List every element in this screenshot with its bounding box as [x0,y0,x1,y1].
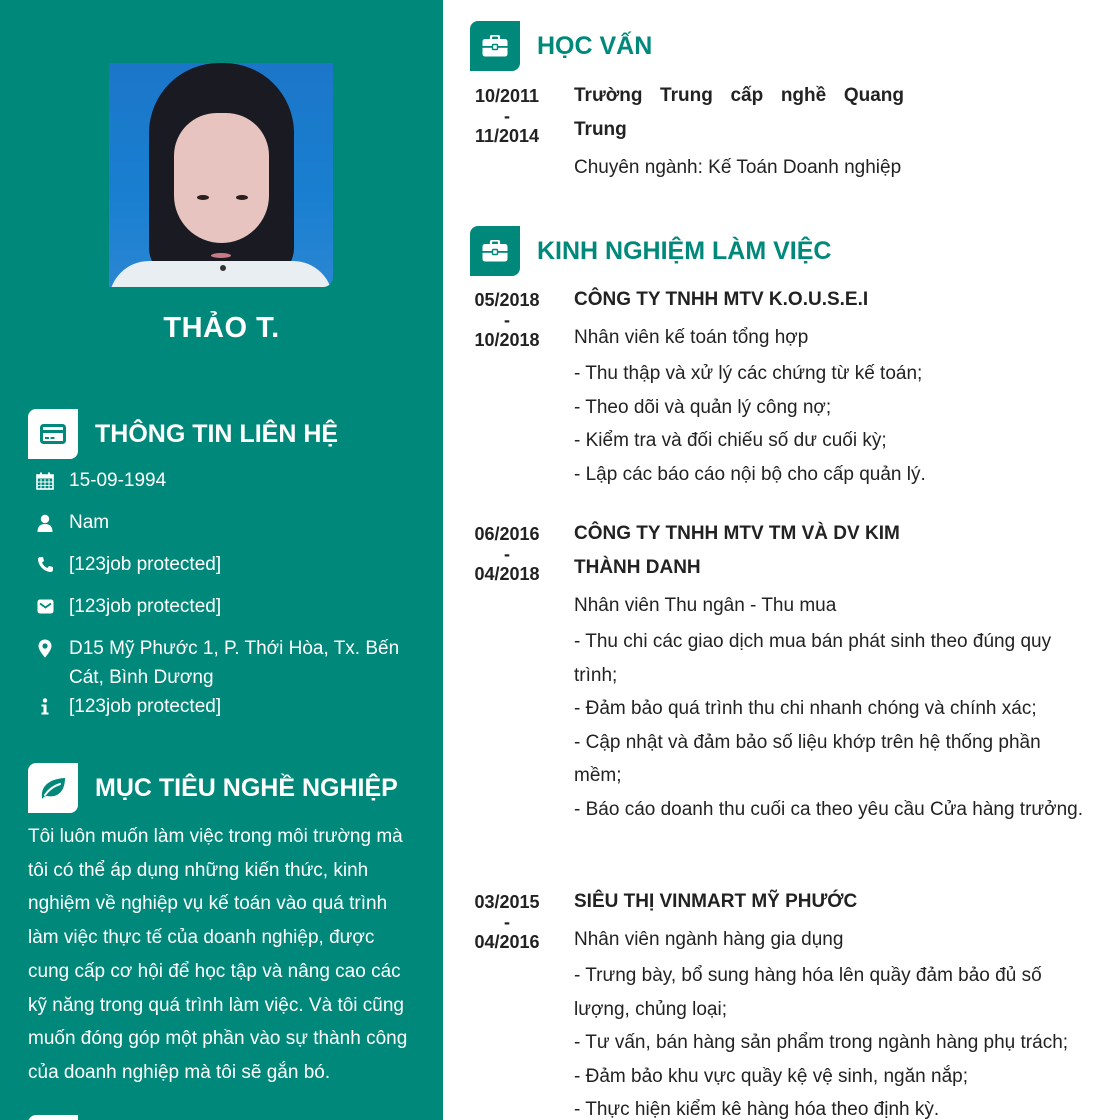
sidebar [0,0,443,1120]
experience-entry [470,290,1090,491]
contact-info-value: [123job protected] [69,696,222,717]
contact-email [35,592,415,621]
profile-photo [109,63,333,287]
entry-dates: 03/2015 - 04/2016 [474,892,540,952]
experience-heading-title: KINH NGHIỆM LÀM VIỆC [537,236,832,265]
objective-heading-title: MỤC TIÊU NGHỀ NGHIỆP [95,773,398,802]
contact-heading [28,409,338,459]
duty-item: - Thu thập và xử lý các chứng từ kế toán; [574,363,923,384]
school-major: Chuyên ngành: Kế Toán Doanh nghiệp [574,157,902,178]
contact-email-value: [123job protected] [69,596,222,617]
entry-start-date: 06/2016 [474,524,540,544]
duty-item: - Lập các báo cáo nội bộ cho cấp quản lý. [574,463,926,485]
contact-phone [35,550,415,579]
job-duties [574,959,1090,1120]
school-name: Trường Trung cấp nghề Quang Trung [574,85,904,140]
job-role: Nhân viên Thu ngân - Thu mua [574,595,837,616]
contact-address-value: D15 Mỹ Phước 1, P. Thới Hòa, Tx. Bến Cát, Bình Dương [69,638,400,688]
duty-item: - Thu chi các giao dịch mua bán phát sinh theo đúng quy trình; [574,631,1052,686]
experience-heading [470,226,831,276]
entry-end-date: 11/2014 [474,126,540,146]
company-name: CÔNG TY TNHH MTV TM VÀ DV KIM THÀNH DANH [574,523,900,578]
job-duties [574,625,1090,827]
education-heading [470,21,652,71]
entry-start-date: 03/2015 [474,892,540,912]
experience-entry [470,892,1090,1120]
entry-end-date: 04/2016 [474,932,540,952]
briefcase-icon [470,226,520,276]
envelope-icon [35,592,55,621]
credit-card-icon [28,409,78,459]
job-role: Nhân viên ngành hàng gia dụng [574,929,844,950]
contact-address [35,634,415,692]
info-icon [35,692,55,721]
duty-item: - Trưng bày, bổ sung hàng hóa lên quầy đảm bảo đủ số lượng, chủng loại; [574,965,1042,1020]
entry-start-date: 10/2011 [474,86,540,106]
contact-list [35,466,415,734]
duty-item: - Thực hiện kiểm kê hàng hóa theo định kỳ. [574,1099,940,1120]
phone-icon [35,550,55,579]
duty-item: - Đảm bảo khu vực quầy kệ vệ sinh, ngăn nắp; [574,1065,968,1087]
map-marker-icon [35,634,55,663]
section-icon-box [28,1115,78,1120]
briefcase-icon [470,21,520,71]
education-heading-title: HỌC VẤN [537,31,653,60]
entry-end-date: 10/2018 [474,330,540,350]
entry-dates: 05/2018 - 10/2018 [474,290,540,350]
contact-phone-value: [123job protected] [69,554,222,575]
contact-birthdate [35,466,415,495]
objective-text: Tôi luôn muốn làm việc trong môi trường mà tôi có thể áp dụng những kiến thức, kinh nghiệm về nghiệp vụ kế toán vào quá trình làm việc thực tế của doanh nghiệp, được cung cấp cơ hội để học tập và nâng cao các kỹ năng trong quá trình làm việc. Và tôi cũng muốn đóng góp một phần vào sự thành công của doanh nghiệp mà tôi sẽ gắn bó. [28,826,408,1083]
contact-birthdate-value: 15-09-1994 [69,470,167,491]
experience-entry [470,524,1090,827]
contact-heading-title: THÔNG TIN LIÊN HỆ [95,419,339,448]
duty-item: - Đảm bảo quá trình thu chi nhanh chóng và chính xác; [574,698,1037,720]
leaf-icon [28,763,78,813]
duty-item: - Kiểm tra và đối chiếu số dư cuối kỳ; [574,430,887,452]
contact-info [35,692,415,721]
duty-item: - Theo dõi và quản lý công nợ; [574,396,832,418]
contact-gender [35,508,415,537]
job-duties [574,357,1090,491]
entry-end-date: 04/2018 [474,564,540,584]
job-role: Nhân viên kế toán tổng hợp [574,327,809,348]
entry-start-date: 05/2018 [474,290,540,310]
user-icon [35,508,55,537]
duty-item: - Cập nhật và đảm bảo số liệu khớp trên hệ thống phần mềm; [574,731,1041,787]
entry-dates: 06/2016 - 04/2018 [474,524,540,584]
candidate-name: THẢO T. [163,312,280,344]
main-content [443,0,1106,1120]
entry-dates: 10/2011 - 11/2014 [474,86,540,146]
duty-item: - Báo cáo doanh thu cuối ca theo yêu cầu Cửa hàng trưởng. [574,798,1084,820]
company-name: CÔNG TY TNHH MTV K.O.U.S.E.I [574,289,869,310]
company-name: SIÊU THỊ VINMART MỸ PHƯỚC [574,891,858,912]
contact-gender-value: Nam [69,512,110,533]
calendar-icon [35,466,55,495]
education-entry [470,86,1090,185]
objective-heading [28,763,398,813]
duty-item: - Tư vấn, bán hàng sản phẩm trong ngành hàng phụ trách; [574,1032,1069,1054]
